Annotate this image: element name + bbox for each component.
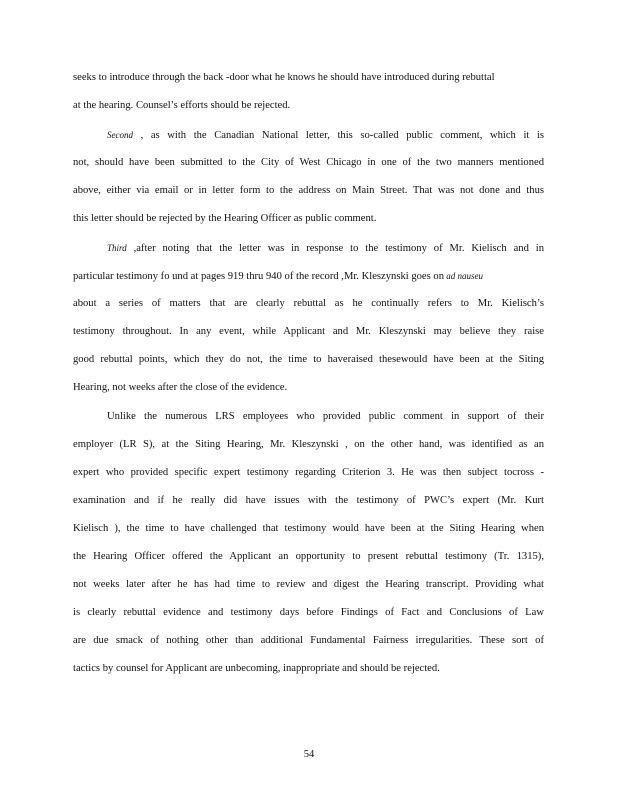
text-line xyxy=(73,99,544,113)
line-text: above, either via email or in letter form to the address on Main Street. That was not done and thus xyxy=(73,185,544,196)
text-line xyxy=(107,410,544,424)
text-line xyxy=(73,156,544,170)
text-line xyxy=(73,184,544,198)
text-line xyxy=(73,494,544,508)
text-line xyxy=(73,325,544,339)
italic-phrase: ad nauseu xyxy=(444,271,483,281)
page-number: 54 xyxy=(303,749,315,760)
line-text: are due smack of nothing other than additional Fundamental Fairness irregularities. These sort of xyxy=(73,635,544,646)
text-line xyxy=(73,71,544,85)
text-line xyxy=(107,128,544,142)
line-text: at the hearing. Counsel’s efforts should be rejected. xyxy=(73,100,291,111)
text-line xyxy=(73,606,544,620)
text-line xyxy=(73,578,544,592)
text-line xyxy=(73,522,544,536)
text-line xyxy=(73,297,544,311)
line-text: the Hearing Officer offered the Applicant an opportunity to present rebuttal testimony (Tr. 1315), xyxy=(73,551,544,562)
line-text: expert who provided specific expert testimony regarding Criterion 3. He was then subject tocross - xyxy=(73,467,544,478)
line-text: not, should have been submitted to the City of West Chicago in one of the two manners mentioned xyxy=(73,157,544,168)
line-text: Unlike the numerous LRS employees who provided public comment in support of their xyxy=(107,411,544,422)
line-text: examination and if he really did have issues with the testimony of PWC’s expert (Mr. Kurt xyxy=(73,495,544,506)
text-line xyxy=(73,381,544,395)
text-line xyxy=(73,269,544,284)
text-line xyxy=(73,466,544,480)
italic-lead-word: Second xyxy=(107,130,133,140)
line-text: , as with the Canadian National letter, this so-called public comment, which it is xyxy=(133,130,544,141)
text-line xyxy=(73,438,544,452)
text-line xyxy=(73,212,544,226)
line-text: particular testimony fo und at pages 919 thru 940 of the record ,Mr. Kleszynski goes on xyxy=(73,271,444,282)
text-line xyxy=(73,662,544,676)
line-text: about a series of matters that are clearly rebuttal as he continually refers to Mr. Kielisch’s xyxy=(73,298,544,309)
italic-lead-word: Third xyxy=(107,243,127,253)
line-text: employer (LR S), at the Siting Hearing, Mr. Kleszynski , on the other hand, was identified as an xyxy=(73,439,544,450)
line-text: Hearing, not weeks after the close of the evidence. xyxy=(73,382,288,393)
text-line xyxy=(73,550,544,564)
line-text: seeks to introduce through the back -door what he knows he should have introduced during rebuttal xyxy=(73,72,495,83)
line-text: ,after noting that the letter was in response to the testimony of Mr. Kielisch and in xyxy=(126,243,544,254)
line-text: not weeks later after he has had time to review and digest the Hearing transcript. Providing what xyxy=(73,579,544,590)
line-text: good rebuttal points, which they do not, the time to haveraised thesewould have been at the Siting xyxy=(73,354,544,365)
text-line xyxy=(107,241,544,255)
line-text: tactics by counsel for Applicant are unbecoming, inappropriate and should be rejected. xyxy=(73,663,440,674)
line-text: is clearly rebuttal evidence and testimony days before Findings of Fact and Conclusions of Law xyxy=(73,607,544,618)
text-line xyxy=(73,353,544,367)
text-line xyxy=(73,634,544,648)
line-text: Kielisch ), the time to have challenged that testimony would have been at the Siting Hearing when xyxy=(73,523,544,534)
line-text: this letter should be rejected by the Hearing Officer as public comment. xyxy=(73,213,377,224)
line-text: testimony throughout. In any event, while Applicant and Mr. Kleszynski may believe they raise xyxy=(73,326,544,337)
